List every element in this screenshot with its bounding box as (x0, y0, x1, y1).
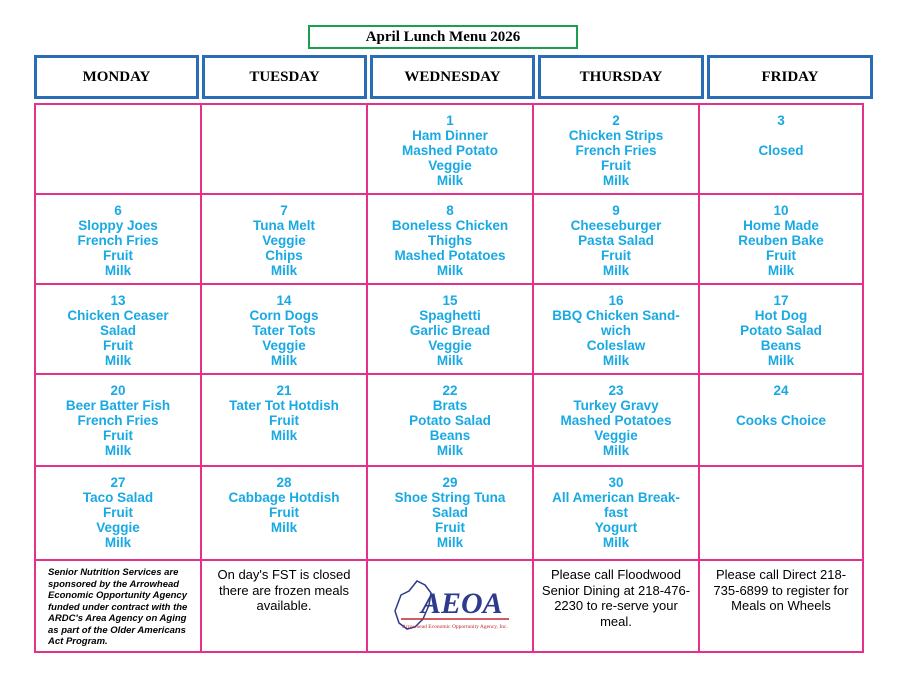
menu-item: Milk (270, 428, 298, 443)
day-number: 17 (773, 293, 789, 308)
menu-item: Shoe String Tuna (394, 490, 506, 505)
menu-item: Turkey Gravy (573, 398, 659, 413)
menu-item: Fruit (601, 158, 631, 173)
menu-item: Mashed Potatoes (394, 248, 506, 263)
menu-item: Tater Tots (252, 323, 316, 338)
menu-item: Milk (602, 353, 630, 368)
wheels-note: Please call Direct 218-735-6899 to register for Meals on Wheels (713, 567, 849, 613)
header-thursday: THURSDAY (538, 55, 704, 99)
menu-cell-week1-wednesday (366, 103, 534, 195)
day-number: 14 (276, 293, 292, 308)
menu-item: Veggie (594, 428, 638, 443)
menu-cell-week3-monday (34, 283, 202, 375)
menu-item: Boneless Chicken (391, 218, 509, 233)
logo-subtext: Arrowhead Economic Opportunity Agency, Inc. (402, 624, 508, 630)
menu-item: Tater Tot Hotdish (229, 398, 339, 413)
menu-item: Spaghetti (419, 308, 481, 323)
day-number: 29 (442, 475, 458, 490)
menu-item: Milk (436, 353, 464, 368)
header-tuesday: TUESDAY (202, 55, 367, 99)
menu-item: Fruit (103, 248, 133, 263)
menu-item: Milk (436, 535, 464, 550)
menu-cell-week3-tuesday (200, 283, 368, 375)
menu-item: Beans (760, 338, 802, 353)
menu-item: Milk (602, 443, 630, 458)
menu-cell-week1-thursday (532, 103, 700, 195)
menu-cell-week1-friday (698, 103, 864, 195)
menu-item: Veggie (262, 233, 306, 248)
sponsor-note-cell (34, 559, 202, 653)
menu-item: Veggie (96, 520, 140, 535)
menu-item: Chips (265, 248, 303, 263)
day-number: 28 (276, 475, 292, 490)
menu-item: French Fries (77, 413, 159, 428)
fst-note: On day's FST is closed there are frozen meals available. (217, 567, 351, 613)
menu-item: Fruit (103, 428, 133, 443)
menu-cell-week4-monday (34, 373, 202, 467)
menu-cell-week3-thursday (532, 283, 700, 375)
menu-cell-week5-thursday (532, 465, 700, 561)
menu-cell-week4-thursday (532, 373, 700, 467)
menu-item: Milk (436, 443, 464, 458)
menu-item (700, 128, 862, 143)
menu-cell-week3-wednesday (366, 283, 534, 375)
menu-item: French Fries (77, 233, 159, 248)
menu-item: Milk (104, 443, 132, 458)
menu-item: Milk (767, 263, 795, 278)
menu-item: Salad (99, 323, 137, 338)
menu-item: Milk (602, 535, 630, 550)
menu-item: Veggie (428, 158, 472, 173)
logo-text: AEOA (421, 587, 503, 620)
menu-item: Milk (436, 263, 464, 278)
day-number: 23 (608, 383, 624, 398)
menu-item: Fruit (766, 248, 796, 263)
menu-item: Veggie (428, 338, 472, 353)
menu-item: Fruit (103, 338, 133, 353)
menu-item: Chicken Strips (568, 128, 664, 143)
menu-item: Cooks Choice (735, 413, 827, 428)
menu-item: Tuna Melt (253, 218, 315, 233)
day-number: 24 (773, 383, 789, 398)
menu-cell-week3-friday (698, 283, 864, 375)
day-number: 22 (442, 383, 458, 398)
menu-item: Pasta Salad (578, 233, 654, 248)
menu-item: Taco Salad (82, 490, 154, 505)
menu-item: Potato Salad (740, 323, 822, 338)
menu-item: Brats (432, 398, 468, 413)
menu-item: Sloppy Joes (78, 218, 158, 233)
day-number: 16 (608, 293, 624, 308)
menu-item (700, 398, 862, 413)
menu-cell-week1-monday (34, 103, 202, 195)
sponsor-note: Senior Nutrition Services are sponsored by the Arrowhead Economic Opportunity Agency funded under contract with the ARDC's Area Agency on Aging as part of the Older Americans Act Program. (48, 567, 188, 647)
menu-item: Fruit (103, 505, 133, 520)
day-number: 9 (612, 203, 620, 218)
floodwood-note-cell (532, 559, 700, 653)
aeoa-logo (385, 571, 515, 641)
menu-cell-week5-tuesday (200, 465, 368, 561)
menu-item: Beer Batter Fish (65, 398, 171, 413)
menu-item: Yogurt (594, 520, 638, 535)
menu-grid (34, 103, 864, 653)
menu-item: Milk (104, 353, 132, 368)
menu-item: Reuben Bake (738, 233, 824, 248)
menu-item: Home Made (743, 218, 819, 233)
fst-note-cell (200, 559, 368, 653)
day-number: 10 (773, 203, 789, 218)
menu-item: Ham Dinner (412, 128, 488, 143)
menu-cell-week5-wednesday (366, 465, 534, 561)
day-number: 13 (110, 293, 126, 308)
menu-item: French Fries (575, 143, 657, 158)
menu-item: Garlic Bread (409, 323, 491, 338)
menu-cell-week4-tuesday (200, 373, 368, 467)
menu-item: Mashed Potatoes (560, 413, 672, 428)
menu-item: Corn Dogs (249, 308, 319, 323)
menu-item: Milk (270, 520, 298, 535)
day-number: 20 (110, 383, 126, 398)
menu-item: Coleslaw (586, 338, 646, 353)
menu-item: Cabbage Hotdish (228, 490, 340, 505)
day-number: 6 (114, 203, 122, 218)
menu-cell-week2-monday (34, 193, 202, 285)
menu-item: Veggie (262, 338, 306, 353)
menu-item: Milk (104, 263, 132, 278)
menu-item: Milk (602, 263, 630, 278)
menu-cell-week2-friday (698, 193, 864, 285)
menu-cell-week5-friday (698, 465, 864, 561)
header-monday: MONDAY (34, 55, 199, 99)
menu-item: All American Break- (552, 490, 680, 505)
menu-item: Fruit (601, 248, 631, 263)
menu-item: Milk (767, 353, 795, 368)
header-wednesday: WEDNESDAY (370, 55, 535, 99)
menu-item: Closed (758, 143, 804, 158)
menu-item: Fruit (269, 505, 299, 520)
menu-item: Mashed Potato (401, 143, 498, 158)
wheels-note-cell (698, 559, 864, 653)
menu-item: Cheeseburger (570, 218, 662, 233)
menu-item: Fruit (269, 413, 299, 428)
floodwood-note: Please call Floodwood Senior Dining at 218-476-2230 to re-serve your meal. (541, 567, 691, 629)
menu-item: wich (600, 323, 631, 338)
day-number: 30 (608, 475, 624, 490)
menu-cell-week1-tuesday (200, 103, 368, 195)
menu-cell-week4-wednesday (366, 373, 534, 467)
logo-cell (366, 559, 534, 653)
menu-item: Milk (270, 263, 298, 278)
menu-item: Salad (431, 505, 469, 520)
menu-cell-week5-monday (34, 465, 202, 561)
menu-item: Potato Salad (409, 413, 491, 428)
menu-item: Thighs (427, 233, 473, 248)
menu-item: Milk (602, 173, 630, 188)
menu-cell-week2-tuesday (200, 193, 368, 285)
day-number: 8 (446, 203, 454, 218)
menu-title: April Lunch Menu 2026 (308, 25, 578, 49)
day-number: 15 (442, 293, 458, 308)
day-number: 27 (110, 475, 126, 490)
menu-item: Milk (436, 173, 464, 188)
menu-cell-week4-friday (698, 373, 864, 467)
menu-item: fast (603, 505, 628, 520)
day-number: 1 (446, 113, 454, 128)
day-number: 7 (280, 203, 288, 218)
menu-cell-week2-wednesday (366, 193, 534, 285)
day-number: 3 (777, 113, 785, 128)
menu-item: Milk (270, 353, 298, 368)
menu-item: Hot Dog (754, 308, 808, 323)
day-number: 2 (612, 113, 620, 128)
menu-item: BBQ Chicken Sand- (552, 308, 680, 323)
menu-cell-week2-thursday (532, 193, 700, 285)
day-number: 21 (276, 383, 292, 398)
menu-item: Beans (429, 428, 471, 443)
menu-item: Fruit (435, 520, 465, 535)
menu-item: Chicken Ceaser (67, 308, 169, 323)
header-friday: FRIDAY (707, 55, 873, 99)
menu-item: Milk (104, 535, 132, 550)
